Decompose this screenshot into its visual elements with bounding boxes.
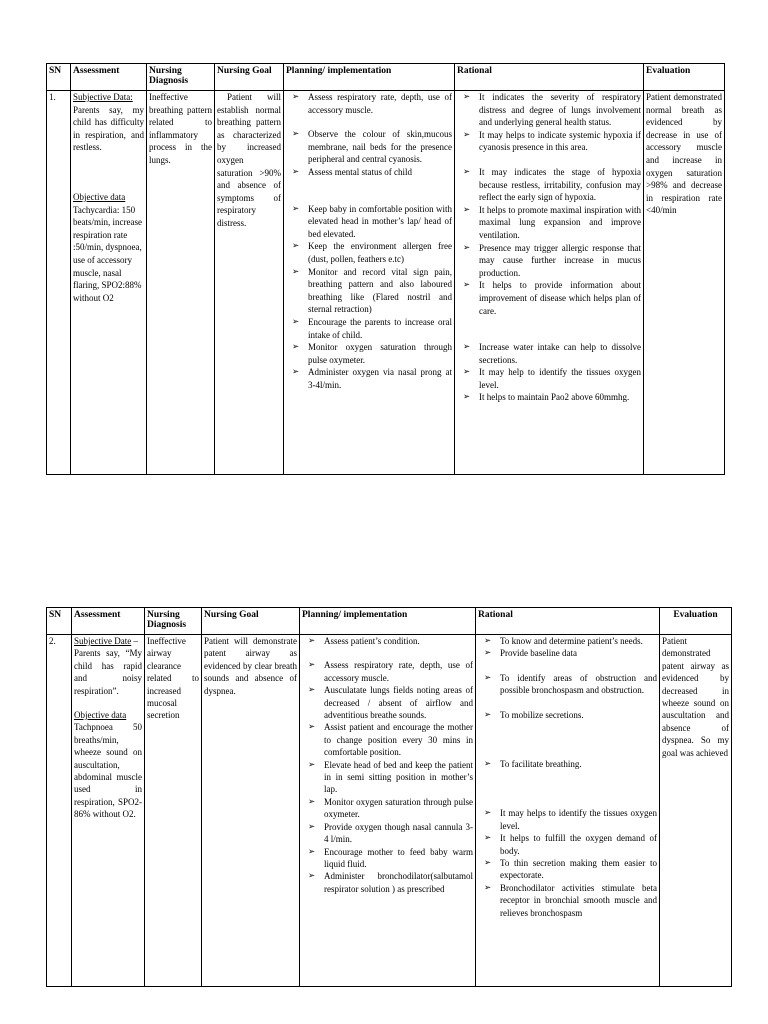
intervention-item: ➢ Keep the environment allergen free (dust, pollen, feathers e.tc) [286,240,452,265]
rational-cell [455,91,644,475]
header-sn: SN [47,608,72,635]
evaluation-cell: Patient demonstrated patent airway as evidenced by decreased in wheeze sound on auscultation and absence of dyspnea. So my goal was achieved [660,635,732,987]
planning-cell [300,635,476,987]
intervention-item: ➢ Assess respiratory rate, depth, use of accessory muscle. [302,659,473,684]
table-header-row [47,64,725,91]
rationale-item: ➢ To facilitate breathing. [478,758,657,770]
objective-title: Objective data [74,710,127,721]
subjective-title: Subjective Data: [73,92,133,102]
intervention-item: ➢ Observe the colour of skin,mucous membrane, nail beds for the presence peripheral and central cyanosis. [286,128,452,166]
header-evaluation: Evaluation [660,608,732,635]
table-row [47,635,732,987]
rationale-item: ➢ To mobilize secretions. [478,709,657,721]
intervention-item: ➢ Administer bronchodilator(salbutamol respirator solution ) as prescribed [302,870,473,895]
header-diagnosis: Nursing Diagnosis [147,64,215,91]
header-diagnosis: Nursing Diagnosis [145,608,202,635]
intervention-item: ➢ Monitor oxygen saturation through pulse oxymeter. [302,796,473,821]
header-evaluation: Evaluation [644,64,725,91]
rational-cell [476,635,660,987]
subjective-text: Parents say, “My child has rapid and noisy respiration”. [74,648,142,696]
header-planning: Planning/ implementation [300,608,476,635]
diagnosis-cell: Ineffective breathing pattern related to inflammatory process in the lungs. [147,91,215,475]
rationale-item: ➢ It indicates the severity of respiratory distress and degree of lungs involvement and underlying general health status. [457,91,641,129]
rationale-item: ➢ It helps to provide information about improvement of disease which helps plan of care. [457,279,641,317]
header-assessment: Assessment [71,64,147,91]
header-sn: SN [47,64,71,91]
objective-text: Tachpnoea 50 breaths/min, wheeze sound on auscultation, abdominal muscle used in respiration, SPO2- 86% without O2. [74,722,142,820]
intervention-item: ➢ Assess mental status of child [286,166,452,179]
planning-cell [284,91,455,475]
assessment-cell [72,635,145,987]
care-plan-table-2 [46,607,732,987]
subjective-title: Subjective Date [74,636,132,646]
sn-cell: 2. [47,635,72,987]
rationale-item: ➢ It may helps to indicate systemic hypoxia if cyanosis presence in this area. [457,129,641,154]
intervention-item: ➢ Provide oxygen though nasal cannula 3-4 l/min. [302,821,473,846]
header-assessment: Assessment [72,608,145,635]
subjective-text: Parents say, my child has difficulty in respiration, and restless. [73,104,144,153]
rationale-item: ➢ It may helps to identify the tissues oxygen level. [478,807,657,832]
goal-cell [215,91,284,475]
table-row [47,91,725,475]
evaluation-cell: Patient demonstrated normal breath as evidenced by decrease in use of accessory muscle and increase in oxygen saturation >98% and decrease in respiration rate <40/min [644,91,725,475]
rationale-item: ➢ To thin secretion making them easier to expectorate. [478,857,657,882]
intervention-item: ➢ Encourage the parents to increase oral intake of child. [286,316,452,341]
rationale-item: ➢ Presence may trigger allergic response that may cause further increase in mucus production. [457,242,641,280]
intervention-item: ➢ Keep baby in comfortable position with elevated head in mother’s lap/ head of bed elevated. [286,203,452,241]
rationale-item: ➢ It may indicates the stage of hypoxia because restless, irritability, confusion may reflect the early sign of hypoxia. [457,166,641,204]
care-plan-table-1 [46,63,725,475]
intervention-item: ➢ Elevate head of bed and keep the patient in in semi sitting position in mother’s lap. [302,759,473,796]
rationale-item: ➢ To identify areas of obstruction and possible bronchospasm and obstruction. [478,672,657,697]
header-goal: Nursing Goal [215,64,284,91]
intervention-item: ➢ Administer oxygen via nasal prong at 3-4l/min. [286,366,452,391]
rationale-item: ➢ It may help to identify the tissues oxygen level. [457,366,641,391]
intervention-item: ➢ Ausculatate lungs fields noting areas of decreased / absent of airflow and adventitious breathe sounds. [302,684,473,721]
header-planning: Planning/ implementation [284,64,455,91]
sn-cell: 1. [47,91,71,475]
rationale-item: ➢ It helps to promote maximal inspiration with maximal lung expansion and improve ventilation. [457,204,641,242]
intervention-item: ➢ Encourage mother to feed baby warm liquid fluid. [302,846,473,871]
intervention-item: ➢ Monitor oxygen saturation through pulse oxymeter. [286,341,452,366]
header-rational: Rational [455,64,644,91]
intervention-item: ➢ Assess respiratory rate, depth, use of accessory muscle. [286,91,452,116]
diagnosis-cell: Ineffective airway clearance related to increased mucosal secretion [145,635,202,987]
rationale-item: ➢ Bronchodilator activities stimulate beta receptor in bronchial smooth muscle and relieves bronchospasm [478,882,657,919]
objective-text: Tachycardia: 150 beats/min, increase respiration rate :50/min, dyspnoea, use of accessory muscle, nasal flaring, SPO2:88% without O2 [73,204,142,303]
table-header-row [47,608,732,635]
rationale-item: ➢ Provide baseline data [478,647,657,659]
rationale-item: ➢ It helps to maintain Pao2 above 60mmhg. [457,391,641,404]
intervention-item: ➢ Assess patient’s condition. [302,635,473,647]
subjective-dash: – [131,636,138,646]
objective-title: Objective data [73,191,126,202]
rationale-item: ➢ It helps to fulfill the oxygen demand of body. [478,832,657,857]
goal-text: Patient will establish normal breathing pattern as characterized by increased oxygen saturation >90% and absence of symptoms of respiratory distress. [217,92,281,228]
intervention-item: ➢ Assist patient and encourage the mother to change position every 30 mins in comfortable position. [302,721,473,758]
header-goal: Nursing Goal [202,608,300,635]
header-rational: Rational [476,608,660,635]
rationale-item: ➢ To know and determine patient’s needs. [478,635,657,647]
intervention-item: ➢ Monitor and record vital sign pain, breathing pattern and also laboured breathing like (Flared nostril and sternal retraction) [286,266,452,316]
goal-cell: Patient will demonstrate patent airway as evidenced by clear breath sounds and absence of dyspnea. [202,635,300,987]
assessment-cell [71,91,147,475]
rationale-item: ➢ Increase water intake can help to dissolve secretions. [457,341,641,366]
